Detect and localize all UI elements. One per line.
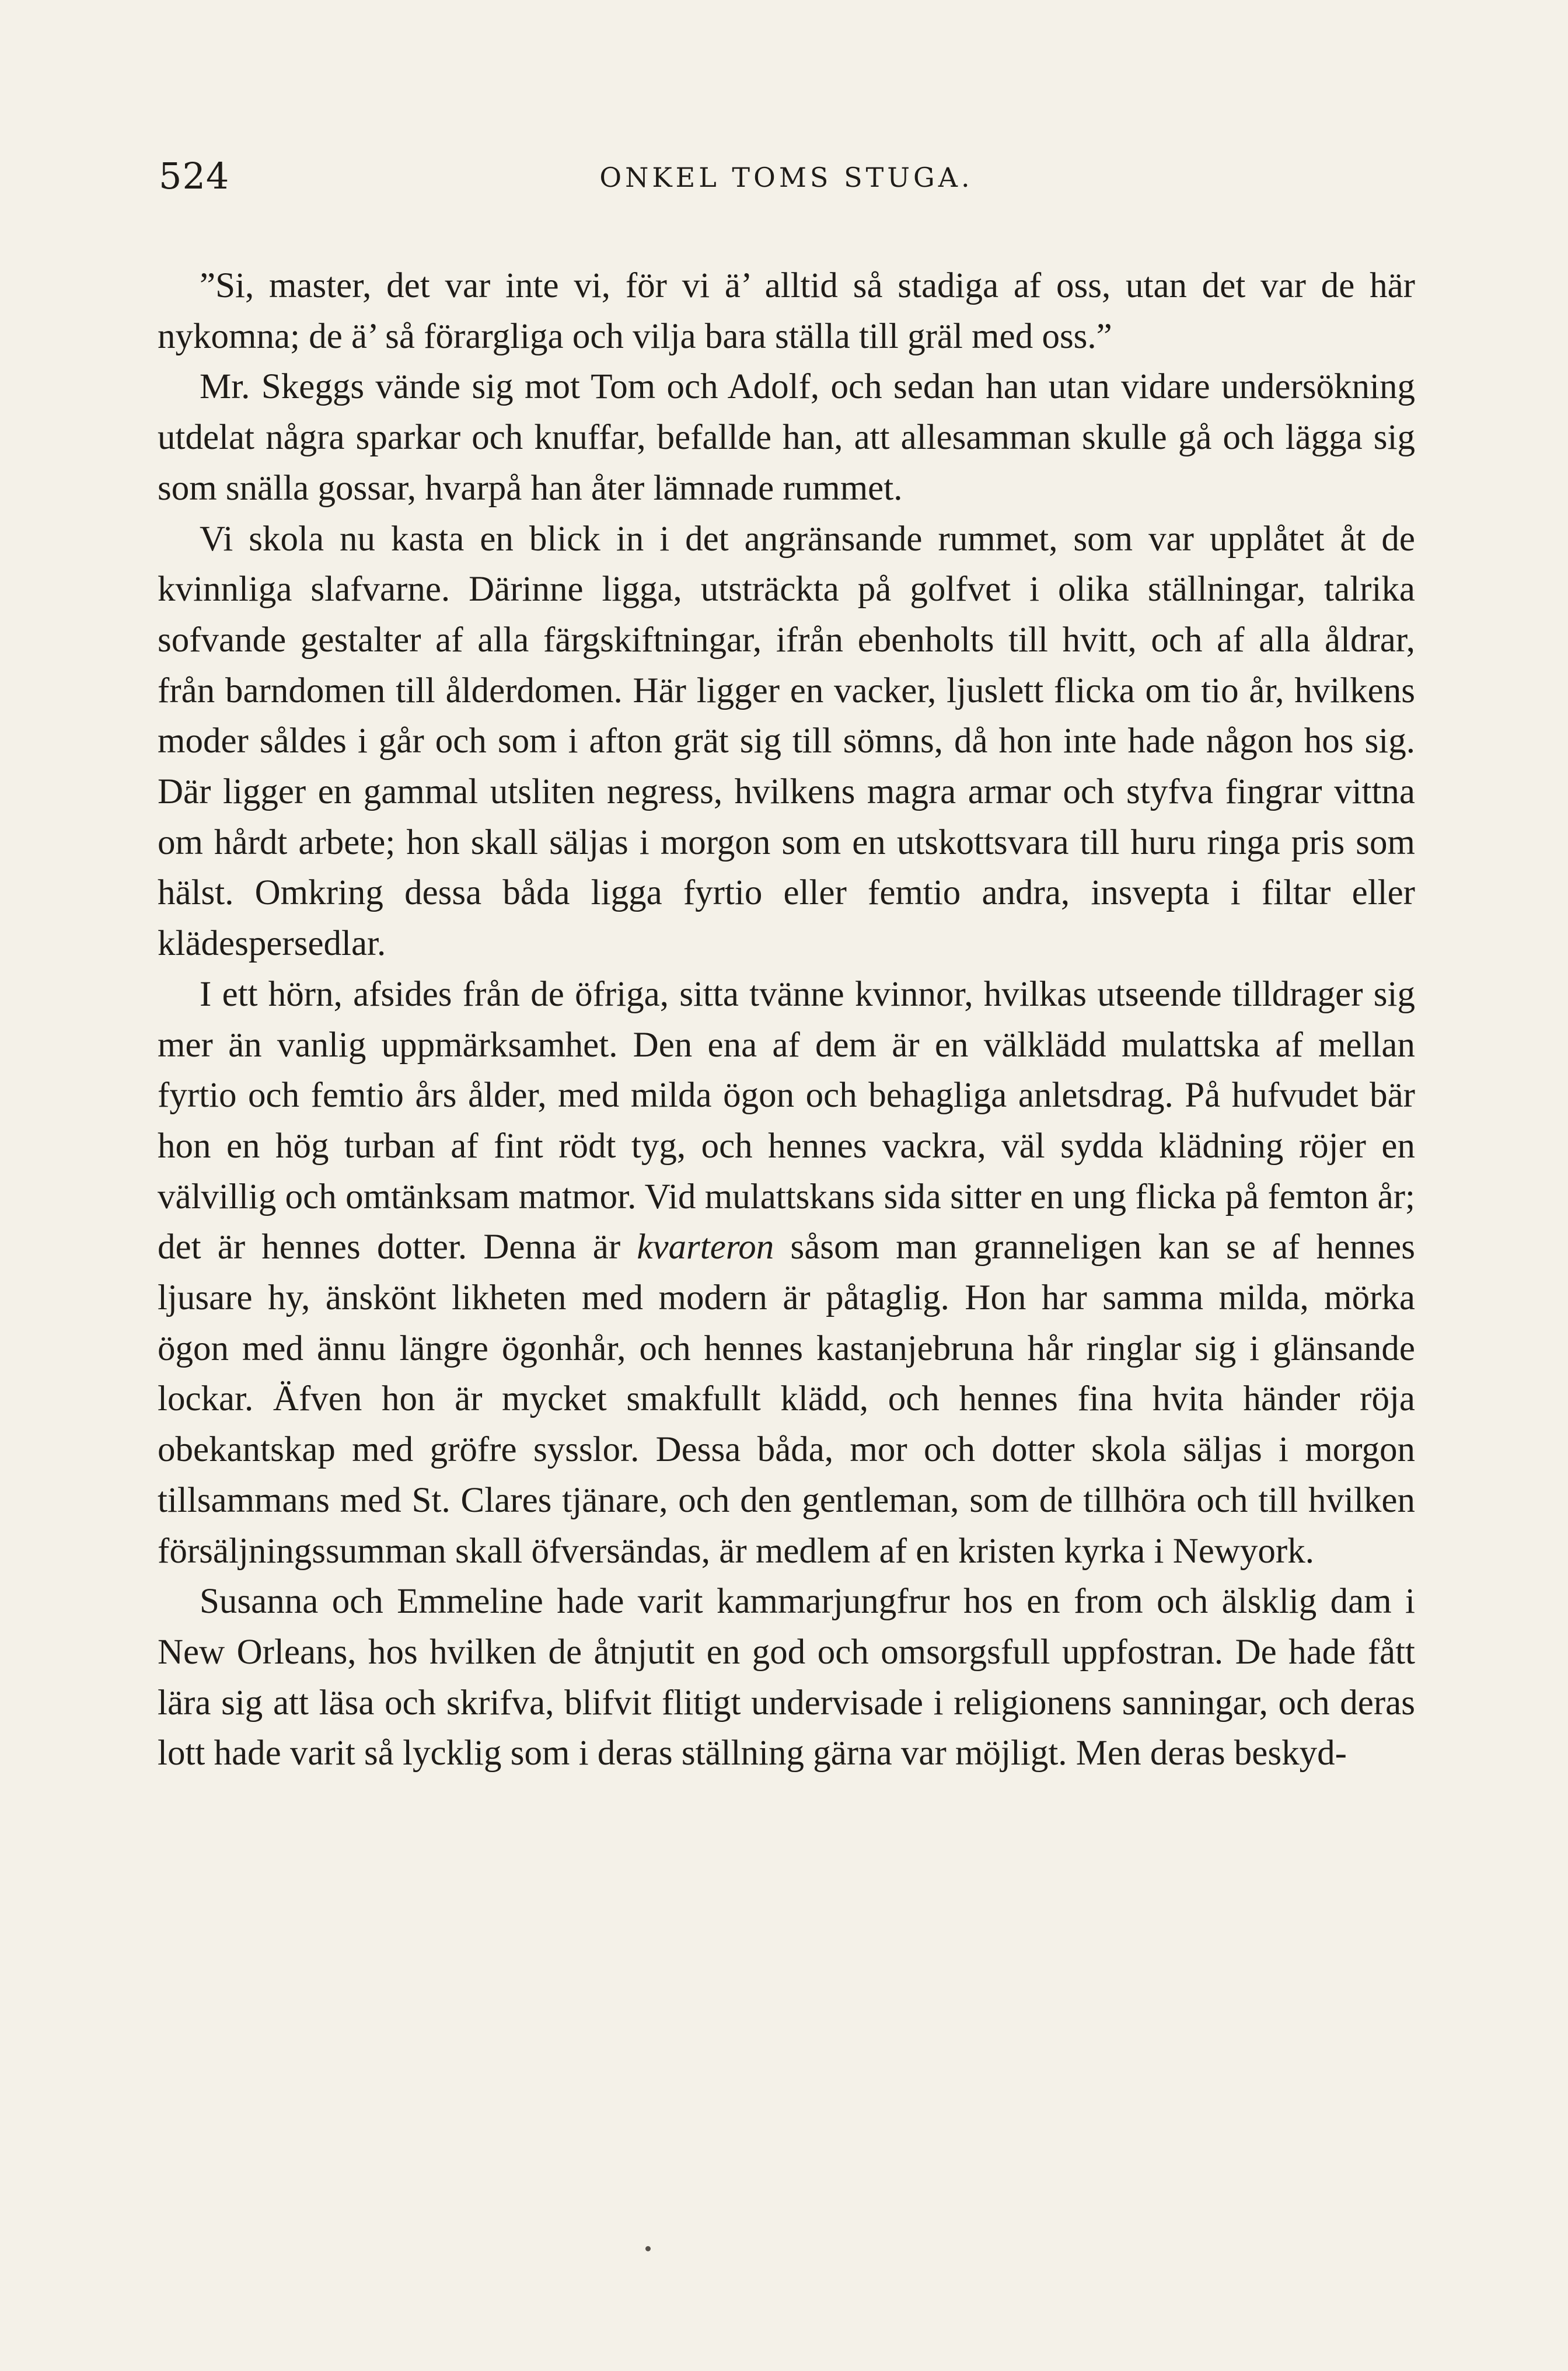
paragraph-skeggs: Mr. Skeggs vände sig mot Tom och Adolf, och sedan han utan vidare undersökning utdelat några sparkar och knuffar, befallde han, att allesamman skulle gå och lägga sig som snälla gossar, hvarpå han åter lämnade rummet. [158, 367, 1415, 508]
paragraph-two-women-text-a: I ett hörn, afsides från de öfriga, sitta tvänne kvinnor, hvilkas utseende tilldrager sig mer än vanlig uppmärksamhet. Den ena af dem är en välklädd mulattska af mellan fyrtio och femtio års ålder, med milda ögon och behagliga anletsdrag. På hufvudet bär hon en hög turban af fint rödt tyg, och hennes vackra, väl sydda klädning röjer en välvillig och omtänksam matmor. Vid mulattskans sida sitter en ung flicka på femton år; det är hennes dotter. Denna är [158, 974, 1415, 1267]
paragraph-adjoining-room: Vi skola nu kasta en blick in i det angränsande rummet, som var upplåtet åt de kvinnliga slafvarne. Därinne ligga, utsträckta på golfvet i olika ställningar, talrika sofvande gestalter af alla färgskiftningar, ifrån ebenholts till hvitt, och af alla åldrar, från barndomen till ålderdomen. Här ligger en vacker, ljuslett flicka om tio år, hvilkens moder såldes i går och som i afton grät sig till sömns, då hon inte hade någon hos sig. Där ligger en gammal utsliten negress, hvilkens magra armar och styfva fingrar vittna om hårdt arbete; hon skall säljas i morgon som en utskottsvara till huru ringa pris som hälst. Omkring dessa båda ligga fyrtio eller femtio andra, insvepta i filtar eller klädespersedlar. [158, 519, 1415, 964]
body-text [158, 261, 1415, 1779]
page-number: 524 [159, 155, 230, 197]
paragraph-two-women-text-b: såsom man granneligen kan se af hennes ljusare hy, änskönt likheten med modern är påtaglig. Hon har samma milda, mörka ögon med ännu längre ögonhår, och hennes kastanjebruna hår ringlar sig i glänsande lockar. Äfven hon är mycket smakfullt klädd, och hennes fina hvita händer röja obekantskap med gröfre sysslor. Dessa båda, mor och dotter skola säljas i morgon tillsammans med St. Clares tjänare, och den gentleman, som de tillhöra och till hvilken försäljningssumman skall öfversändas, är medlem af en kristen kyrka i Newyork. [158, 1228, 1415, 1571]
italic-word: kvarteron [637, 1228, 774, 1267]
book-page [158, 149, 1415, 2309]
running-head [158, 149, 1415, 213]
paragraph-dialogue: ”Si, master, det var inte vi, för vi ä’ alltid så stadiga af oss, utan det var de här nykomna; de ä’ så förargliga och vilja bara ställa till gräl med oss.” [158, 266, 1415, 356]
running-title: ONKEL TOMS STUGA. [599, 162, 973, 193]
print-speck [645, 2246, 651, 2251]
paragraph-susanna-emmeline: Susanna och Emmeline hade varit kammarjungfrur hos en from och älsklig dam i New Orleans, hos hvilken de åtnjutit en god och omsorgsfull uppfostran. De hade fått lära sig att läsa och skrifva, blifvit flitigt undervisade i religionens sanningar, och deras lott hade varit så lycklig som i deras ställning gärna var möjligt. Men deras beskyd- [158, 1582, 1415, 1773]
paragraph-two-women [158, 970, 1415, 1577]
